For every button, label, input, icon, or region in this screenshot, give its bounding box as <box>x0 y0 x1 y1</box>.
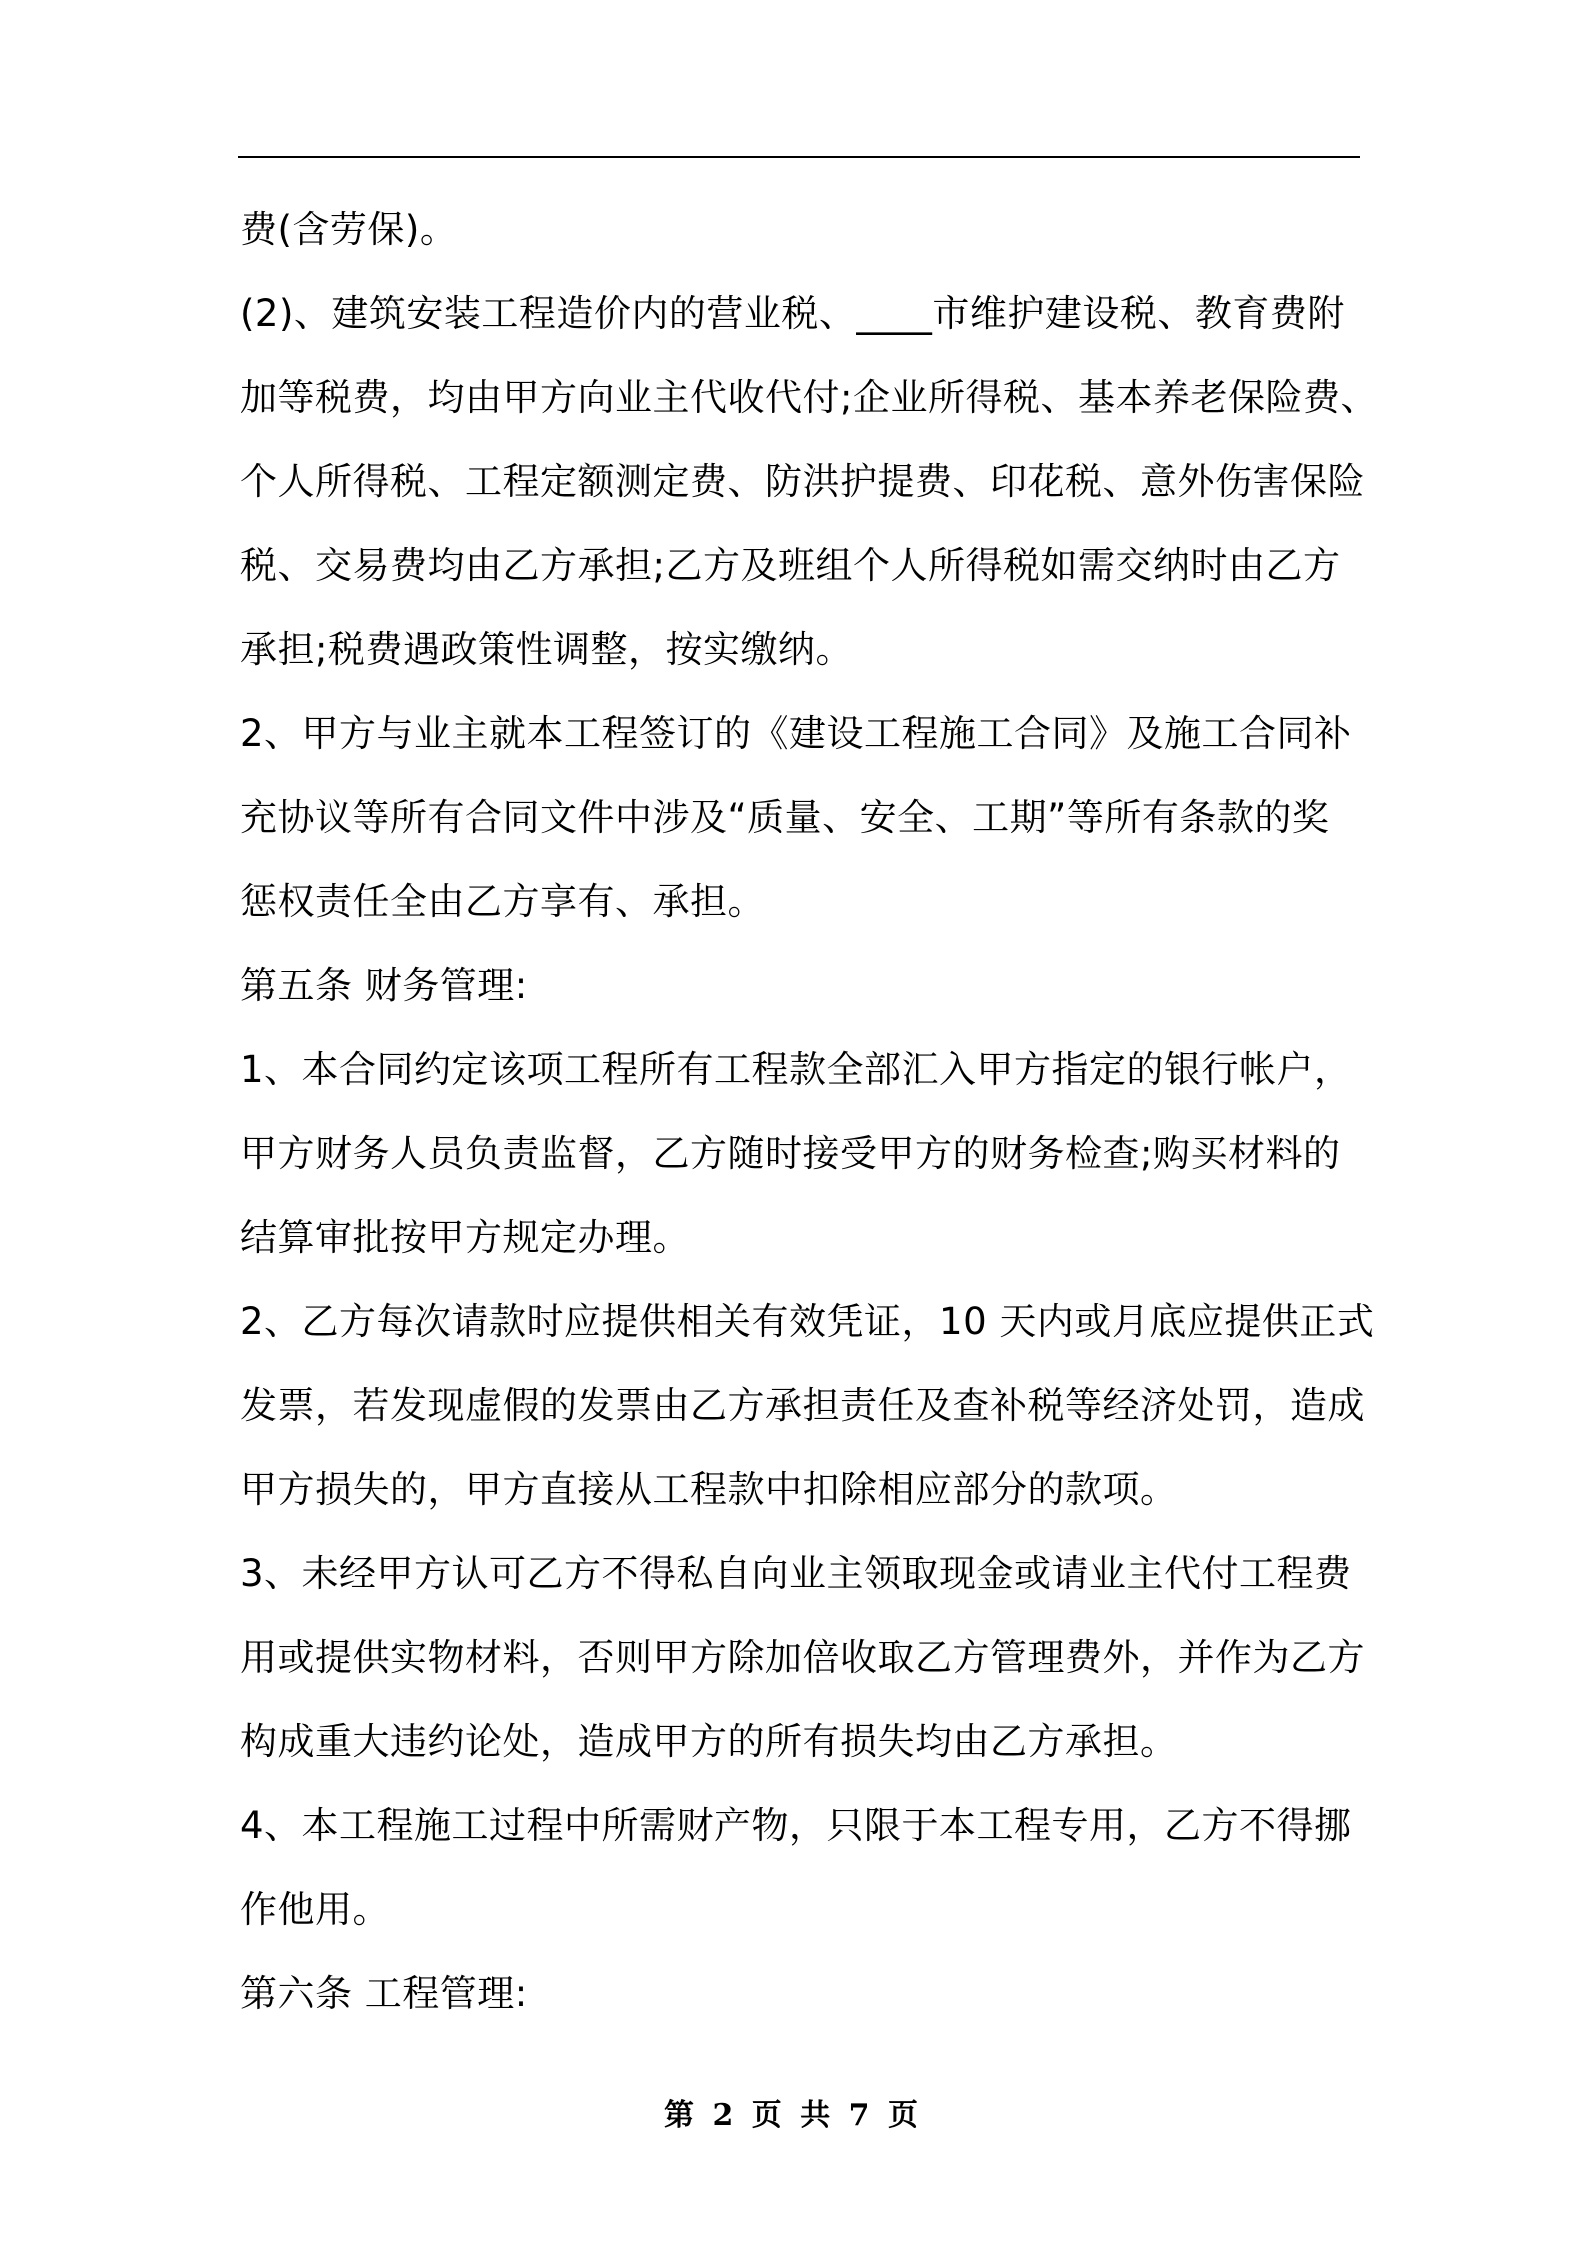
text-line: 充协议等所有合同文件中涉及“质量、安全、工期”等所有条款的奖 <box>240 796 1330 839</box>
section-heading: 第六条 工程管理: <box>240 1972 528 2015</box>
text-line: 1、本合同约定该项工程所有工程款全部汇入甲方指定的银行帐户， <box>240 1048 1352 1091</box>
text-line: 甲方损失的，甲方直接从工程款中扣除相应部分的款项。 <box>240 1468 1178 1511</box>
text-line: 构成重大违约论处，造成甲方的所有损失均由乙方承担。 <box>240 1720 1178 1763</box>
text-line: 结算审批按甲方规定办理。 <box>240 1216 690 1259</box>
text-line: (2)、建筑安装工程造价内的营业税、____市维护建设税、教育费附 <box>240 292 1345 335</box>
page-footer: 第 2 页 共 7 页 <box>664 2098 922 2133</box>
text-line: 作他用。 <box>240 1888 390 1931</box>
header-rule <box>238 156 1360 158</box>
text-line: 4、本工程施工过程中所需财产物，只限于本工程专用，乙方不得挪 <box>240 1804 1352 1847</box>
text-line: 税、交易费均由乙方承担;乙方及班组个人所得税如需交纳时由乙方 <box>240 544 1341 587</box>
text-line: 2、乙方每次请款时应提供相关有效凭证，10 天内或月底应提供正式 <box>240 1300 1375 1343</box>
text-line: 个人所得税、工程定额测定费、防洪护提费、印花税、意外伤害保险 <box>240 460 1365 503</box>
text-line: 2、甲方与业主就本工程签订的《建设工程施工合同》及施工合同补 <box>240 712 1352 755</box>
text-line: 发票，若发现虚假的发票由乙方承担责任及查补税等经济处罚，造成 <box>240 1384 1365 1427</box>
text-line: 费(含劳保)。 <box>240 208 458 251</box>
section-heading: 第五条 财务管理: <box>240 964 528 1007</box>
text-line: 3、未经甲方认可乙方不得私自向业主领取现金或请业主代付工程费 <box>240 1552 1352 1595</box>
text-line: 惩权责任全由乙方享有、承担。 <box>240 880 765 923</box>
text-line: 加等税费，均由甲方向业主代收代付;企业所得税、基本养老保险费、 <box>240 376 1378 419</box>
text-line: 甲方财务人员负责监督，乙方随时接受甲方的财务检查;购买材料的 <box>240 1132 1341 1175</box>
text-line: 承担;税费遇政策性调整，按实缴纳。 <box>240 628 853 671</box>
text-line: 用或提供实物材料，否则甲方除加倍收取乙方管理费外，并作为乙方 <box>240 1636 1365 1679</box>
document-body <box>240 188 1378 2036</box>
